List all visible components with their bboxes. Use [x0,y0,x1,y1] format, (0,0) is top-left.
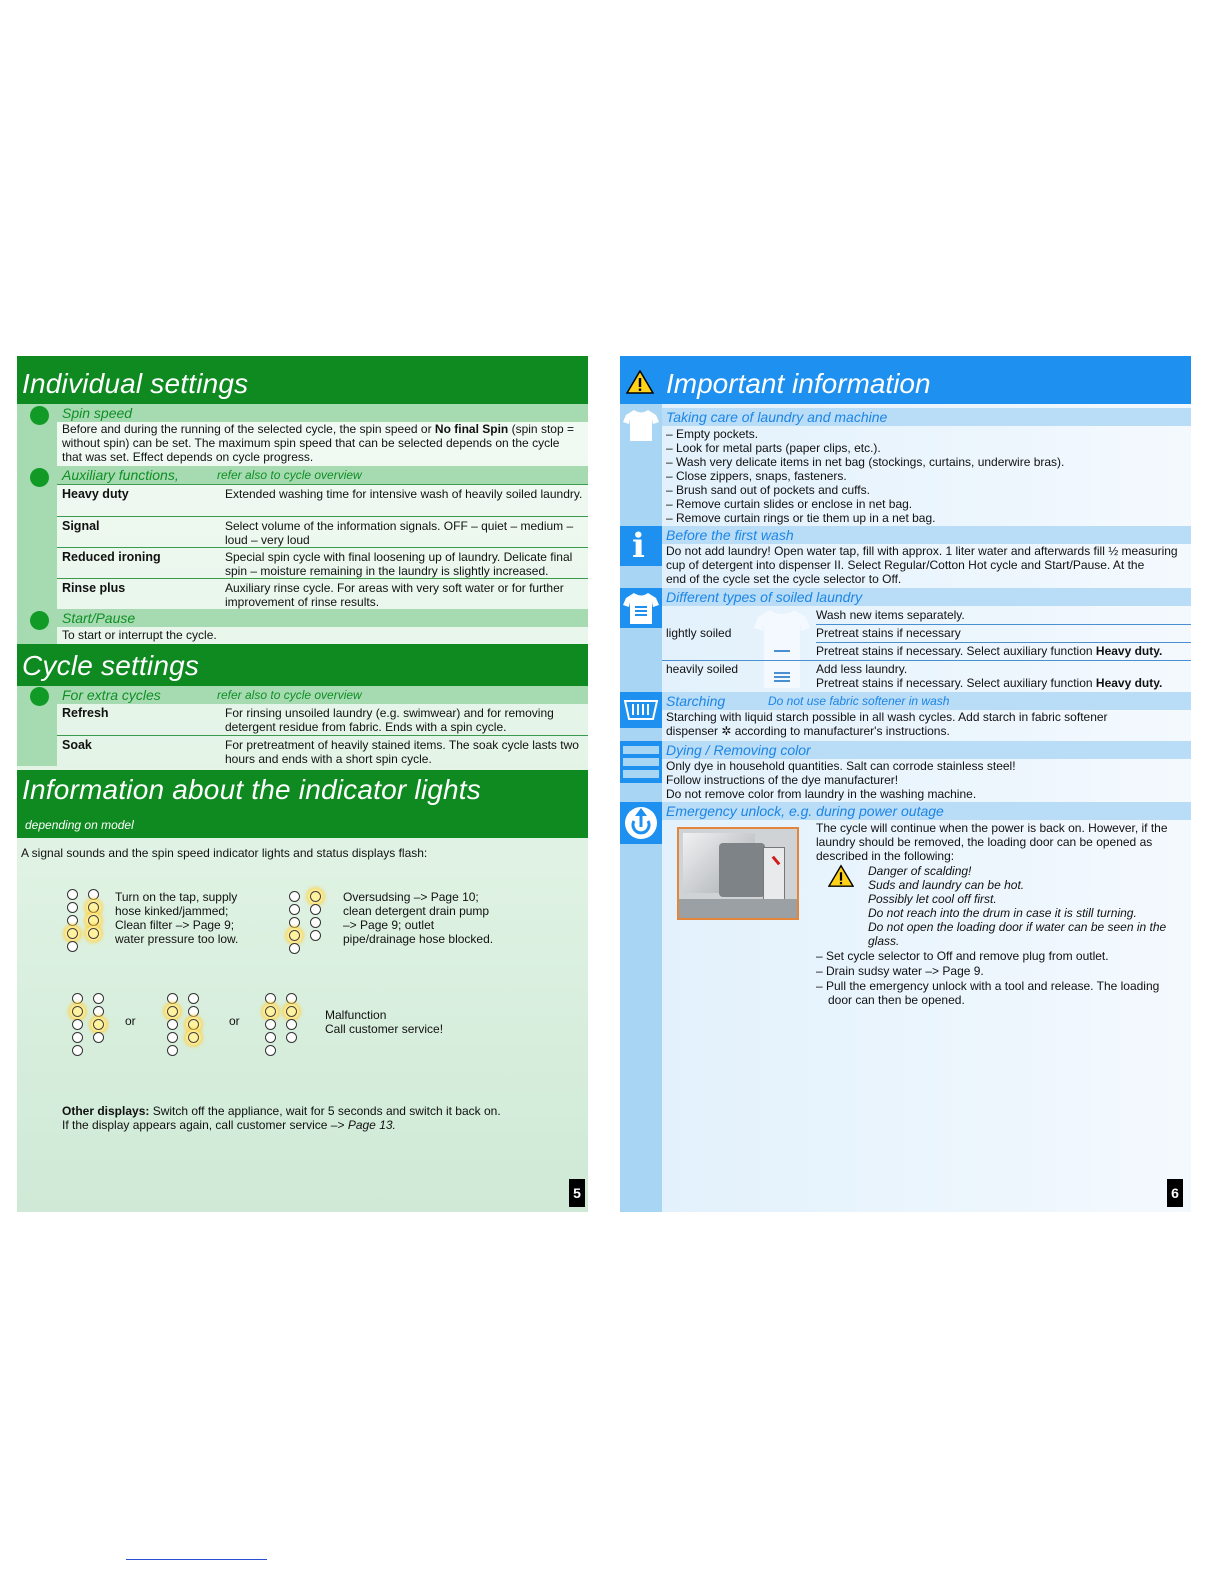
list-item: – Remove curtain rings or tie them up in a net bag. [666,511,936,525]
indicator-header [17,770,588,838]
indicator-subtitle: depending on model [25,818,134,832]
or-label: or [125,1014,136,1028]
page-number: 5 [569,1179,585,1207]
spin-speed-text: Before and during the running of the selected cycle, the spin speed or No final Spin (spin stop = without spin) can be set. The maximum spin speed that can be selected depends on the cycle that was set. Effect depends on cycle progress. [62,422,574,464]
cycle-settings-title: Cycle settings [22,650,200,681]
right-page [620,356,1191,1212]
table-row: Signal Select volume of the information signals. OFF – quiet – medium – loud – very loud [57,516,588,548]
list-item: – Look for metal parts (paper clips, etc.). [666,441,881,455]
list-item: – Set cycle selector to Off and remove plug from outlet. [816,949,1109,963]
extra-cycles-heading: For extra cycles refer also to cycle overview [57,686,588,704]
spin-speed-heading: Spin speed [57,404,588,422]
soiled-row-text: Pretreat stains if necessary. Select auxiliary function Heavy duty. [816,644,1163,658]
table-row: Rinse plus Auxiliary rinse cycle. For areas with very soft water or for further improvement of rinse results. [57,578,588,610]
list-item: – Drain sudsy water –> Page 9. [816,964,984,978]
soiled-row-text: Wash new items separately. [816,608,965,622]
soiled-row-text: Add less laundry. [816,662,908,676]
bullet-icon [30,468,49,487]
bullet-icon [30,611,49,630]
table-row: Reduced ironing Special spin cycle with final loosening up of laundry. Delicate final spin – moisture remaining in the laundry is slightly increased. [57,547,588,579]
table-row: Heavy duty Extended washing time for intensive wash of heavily soiled laundry. [57,484,588,516]
unlock-icon [620,802,662,844]
info-icon: i [620,526,662,566]
emergency-heading: Emergency unlock, e.g. during power outage [662,802,1191,820]
list-item: door can then be opened. [828,993,965,1007]
indicator-title: Information about the indicator lights [22,774,481,805]
left-page [17,356,588,1212]
shirt-icon [622,408,660,442]
indicator-lights-group [72,993,104,1056]
soiled-row-label: lightly soiled [666,626,732,640]
soiled-row-text: Pretreat stains if necessary. Select auxiliary function Heavy duty. [816,676,1163,690]
side-strip [17,404,57,644]
emergency-intro: The cycle will continue when the power is back on. However, if the laundry should be removed, the loading door can be opened as described in the following: [816,821,1168,863]
other-displays-text: Other displays: Switch off the appliance, wait for 5 seconds and switch it back on. If the display appears again, call customer service –> Page 13. [62,1104,501,1132]
list-item: – Close zippers, snaps, fasteners. [666,469,847,483]
first-wash-heading: Before the first wash [662,526,1191,544]
list-item: – Brush sand out of pockets and cuffs. [666,483,870,497]
case2-text: Oversudsing –> Page 10; clean detergent drain pump –> Page 9; outlet pipe/drainage hose blocked. [343,890,494,946]
list-item: – Wash very delicate items in net bag (stockings, curtains, underwire bras). [666,455,1065,469]
indicator-lights-group [265,993,297,1056]
starch-text: Starching with liquid starch possible in all wash cycles. Add starch in fabric softener dispenser ✲ according to manufacturer's instructions. [666,710,1108,738]
warning-icon [626,370,654,394]
shirt-illustration-icon [752,606,812,690]
first-wash-text: Do not add laundry! Open water tap, fill with approx. 1 liter water and afterwards fill ½ measuring cup of detergent into dispenser II. Select Regular/Cotton Hot cycle and Start/Pause. At the end of the cycle set the cycle selector to Off. [666,544,1178,586]
page-number: 6 [1167,1179,1183,1207]
dye-heading: Dying / Removing color [662,741,1191,759]
emergency-steps [816,949,1159,1007]
indicator-intro: A signal sounds and the spin speed indicator lights and status displays flash: [21,846,428,860]
footer-link-underline [126,1559,267,1560]
list-item: – Pull the emergency unlock with a tool and release. The loading [816,979,1160,993]
important-header [620,356,1191,404]
machine-door-illustration [677,827,799,920]
individual-settings-title: Individual settings [22,368,249,399]
bullet-icon [30,687,49,706]
indicator-lights-group [289,891,321,954]
starch-icon [620,692,662,728]
divider [816,642,1191,643]
dye-icon [620,741,662,783]
cycle-settings-header [17,644,588,686]
important-title: Important information [666,368,931,399]
soiled-row-text: Pretreat stains if necessary [816,626,961,640]
indicator-lights-group [67,889,99,952]
start-pause-heading: Start/Pause [57,609,588,627]
divider [816,624,1191,625]
warning-icon [828,864,854,888]
malfunction-text: Malfunction Call customer service! [325,1008,444,1036]
indicator-lights-group [167,993,199,1056]
dye-text: Only dye in household quantities. Salt can corrode stainless steel! Follow instructions of the dye manufacturer! Do not remove color from laundry in the washing machine. [666,759,1016,801]
care-list [666,427,1064,525]
or-label: or [229,1014,240,1028]
individual-settings-header [17,356,588,404]
list-item: – Remove curtain slides or enclose in net bag. [666,497,913,511]
divider [662,660,1191,661]
list-item: – Empty pockets. [666,427,759,441]
start-pause-text: To start or interrupt the cycle. [62,628,217,642]
table-row: Soak For pretreatment of heavily stained items. The soak cycle lasts two hours and ends with a short spin cycle. [57,735,588,767]
bullet-icon [30,406,49,425]
soiled-heading: Different types of soiled laundry [662,588,1191,606]
table-row: Refresh For rinsing unsoiled laundry (e.g. swimwear) and for removing detergent residue from fabric. Ends with a spin cycle. [62,706,554,734]
soiled-row-label: heavily soiled [666,662,739,676]
warning-text: Danger of scalding! Suds and laundry can be hot. Possibly let cool off first. Do not reach into the drum in case it is still turning. Do not open the loading door if water can be seen in the glass. [868,864,1167,948]
care-heading: Taking care of laundry and machine [662,408,1191,426]
auxiliary-heading: Auxiliary functions, refer also to cycle overview [57,466,588,484]
case1-text: Turn on the tap, supply hose kinked/jammed; Clean filter –> Page 9; water pressure too low. [115,890,239,946]
starch-heading: Starching Do not use fabric softener in wash [662,692,1191,710]
shirt-label-icon [620,588,662,628]
